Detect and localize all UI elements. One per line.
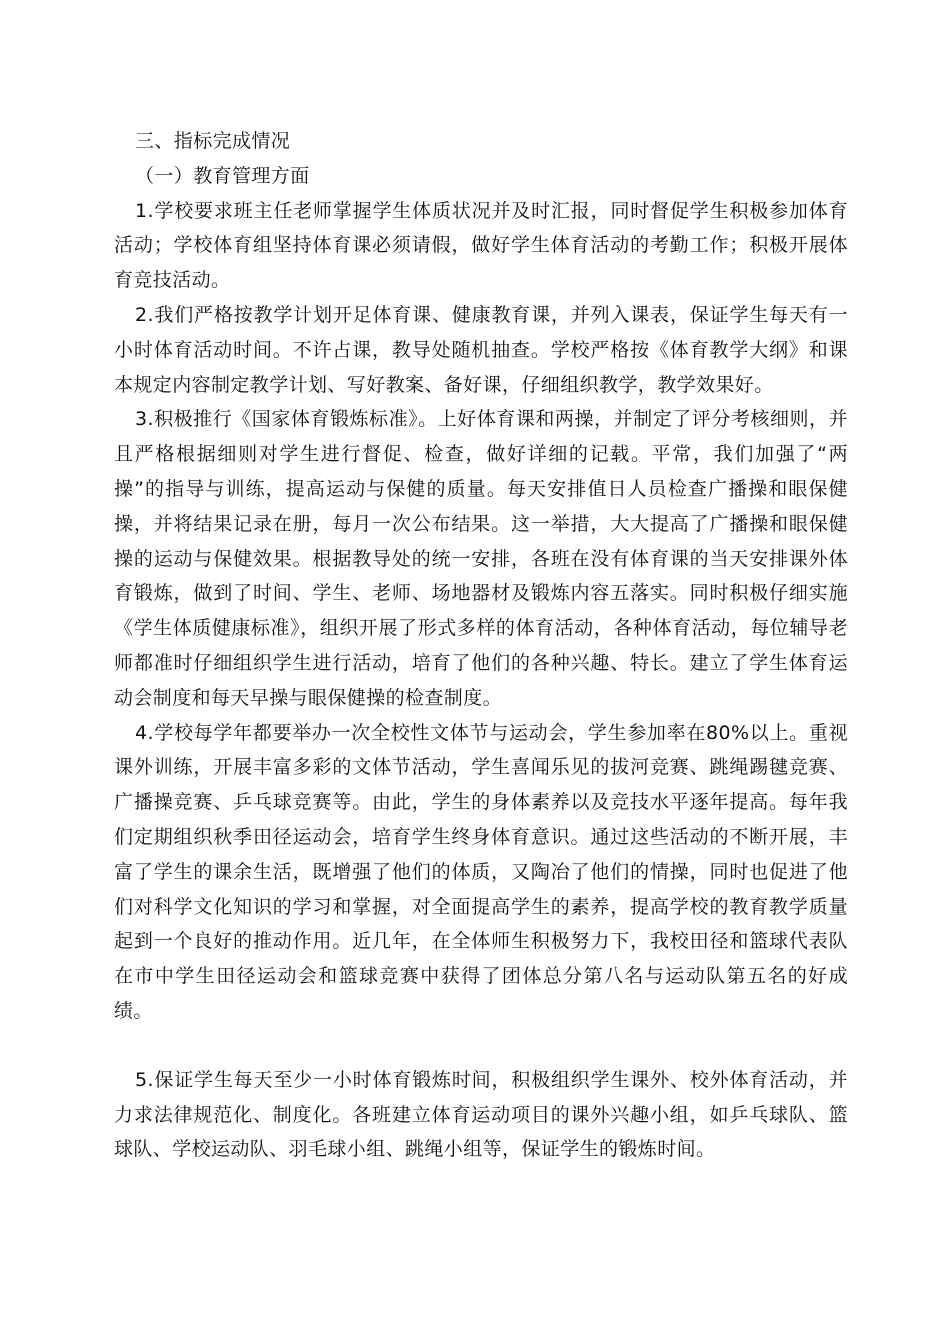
paragraph-4: 4.学校每学年都要举办一次全校性文体节与运动会，学生参加率在80%以上。重视课外训练，开展丰富多彩的文体节活动，学生喜闻乐见的拔河竞赛、跳绳踢毽竞赛、广播操竞赛、乒乓球竞赛等。由此，学生的身体素养以及竞技水平逐年提高。每年我们定期组织秋季田径运动会，培育学生终身体育意识。通过这些活动的不断开展，丰富了学生的课余生活，既增强了他们的体质，又陶冶了他们的情操，同时也促进了他们对科学文化知识的学习和掌握，对全面提高学生的素养，提高学校的教育教学质量起到一个良好的推动作用。近几年，在全体师生积极努力下，我校田径和篮球代表队在市中学生田径运动会和篮球竞赛中获得了团体总分第八名与运动队第五名的好成绩。	[114, 721, 848, 1022]
paragraph-gap	[114, 1029, 848, 1063]
paragraph-1: 1.学校要求班主任老师掌握学生体质状况并及时汇报，同时督促学生积极参加体育活动；学校体育组坚持体育课必须请假，做好学生体育活动的考勤工作；积极开展体育竞技活动。	[114, 199, 848, 292]
paragraph-2: 2.我们严格按教学计划开足体育课、健康教育课，并列入课表，保证学生每天有一小时体育活动时间。不许占课，教导处随机抽查。学校严格按《体育教学大纲》和课本规定内容制定教学计划、写好教案、备好课，仔细组织教学，教学效果好。	[114, 303, 848, 396]
paragraph-5: 5.保证学生每天至少一小时体育锻炼时间，积极组织学生课外、校外体育活动，并力求法律规范化、制度化。各班建立体育运动项目的课外兴趣小组，如乒乓球队、篮球队、学校运动队、羽毛球小组、跳绳小组等，保证学生的锻炼时间。	[114, 1068, 848, 1161]
subsection-heading: （一）教育管理方面	[135, 164, 310, 187]
document-body	[114, 124, 848, 1167]
paragraph-3: 3.积极推行《国家体育锻炼标准》。上好体育课和两操，并制定了评分考核细则，并且严格根据细则对学生进行督促、检查，做好详细的记载。平常，我们加强了“两操”的指导与训练，提高运动与保健的质量。每天安排值日人员检查广播操和眼保健操，并将结果记录在册，每月一次公布结果。这一举措，大大提高了广播操和眼保健操的运动与保健效果。根据教导处的统一安排，各班在没有体育课的当天安排课外体育锻炼，做到了时间、学生、老师、场地器材及锻炼内容五落实。同时积极仔细实施《学生体质健康标准》，组织开展了形式多样的体育活动，各种体育活动，每位辅导老师都准时仔细组织学生进行活动，培育了他们的各种兴趣、特长。建立了学生体育运动会制度和每天早操与眼保健操的检查制度。	[114, 408, 848, 709]
section-heading: 三、指标完成情况	[135, 130, 291, 152]
